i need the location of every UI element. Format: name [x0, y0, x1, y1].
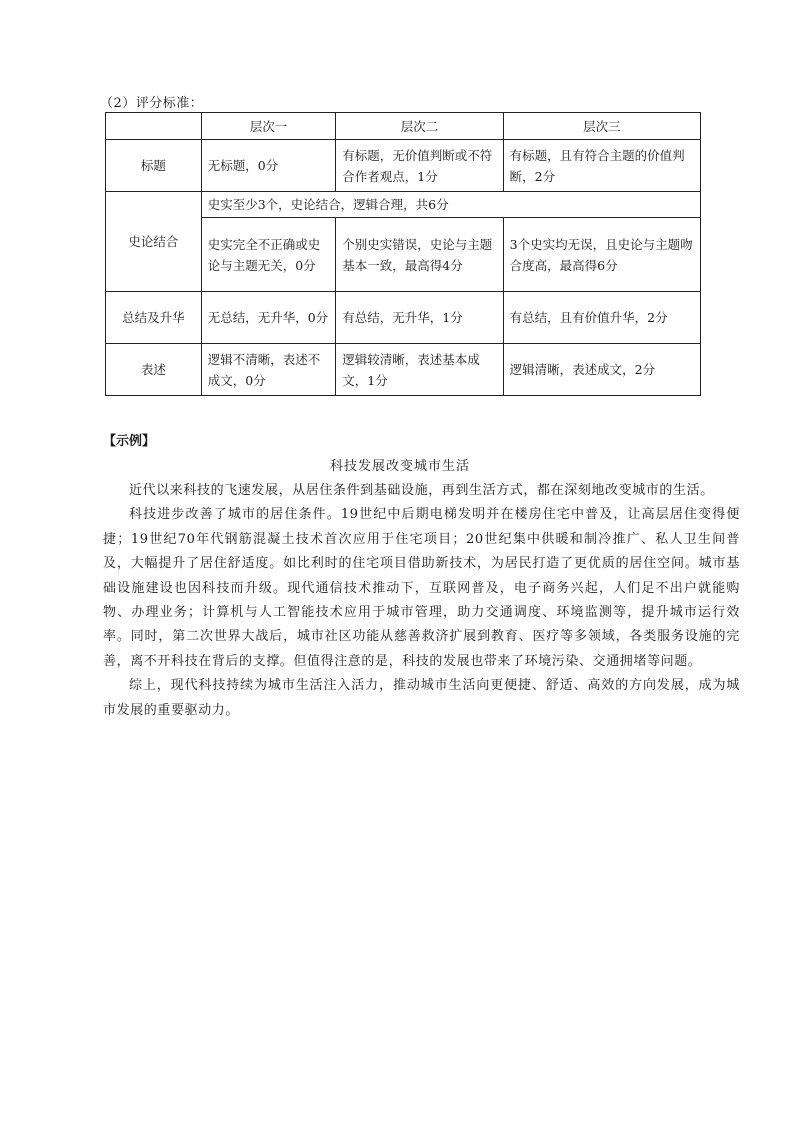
conclusion-level-3: 有总结，且有价值升华，2分 — [503, 292, 700, 344]
table-row-title — [106, 140, 701, 192]
history-level-1: 史实完全不正确或史论与主题无关，0分 — [201, 218, 336, 292]
example-label: 【示例】 — [103, 434, 156, 449]
table-row-conclusion — [106, 292, 701, 344]
conclusion-level-2: 有总结，无升华，1分 — [336, 292, 503, 344]
header-level-2: 层次二 — [336, 113, 503, 140]
essay-title: 科技发展改变城市生活 — [329, 459, 470, 474]
row-label-conclusion: 总结及升华 — [106, 292, 202, 344]
row-label-expression: 表述 — [106, 344, 202, 396]
row-label-history: 史论结合 — [106, 192, 202, 292]
title-level-2: 有标题，无价值判断或不符合作者观点，1分 — [336, 140, 503, 192]
conclusion-level-1: 无总结，无升华，0分 — [201, 292, 336, 344]
expression-level-3: 逻辑清晰，表述成文，2分 — [503, 344, 700, 396]
history-summary: 史实至少3个，史论结合，逻辑合理，共6分 — [201, 192, 700, 218]
scoring-rubric-table — [105, 112, 701, 396]
title-level-3: 有标题，且有符合主题的价值判断，2分 — [503, 140, 700, 192]
history-level-2: 个别史实错误，史论与主题基本一致，最高得4分 — [336, 218, 503, 292]
table-header-row — [106, 113, 701, 140]
history-level-3: 3个史实均无误，且史论与主题吻合度高，最高得6分 — [503, 218, 700, 292]
row-label-title: 标题 — [106, 140, 202, 192]
header-cell-empty — [106, 113, 202, 140]
title-level-1: 无标题，0分 — [201, 140, 336, 192]
table-row-expression — [106, 344, 701, 396]
header-level-3: 层次三 — [503, 113, 700, 140]
essay-paragraph-conclusion: 综上，现代科技持续为城市生活注入活力，推动城市生活向更便捷、舒适、高效的方向发展，成为城市发展的重要驱动力。 — [103, 678, 740, 718]
expression-level-2: 逻辑较清晰，表述基本成文，1分 — [336, 344, 503, 396]
section-label: （2）评分标准： — [100, 96, 204, 111]
essay-body — [103, 479, 740, 723]
table-row-history-summary — [106, 192, 701, 218]
essay-paragraph-intro: 近代以来科技的飞速发展，从居住条件到基础设施，再到生活方式，都在深刻地改变城市的生活。 — [129, 483, 714, 498]
header-level-1: 层次一 — [201, 113, 336, 140]
essay-paragraph-body: 科技进步改善了城市的居住条件。19世纪中后期电梯发明并在楼房住宅中普及，让高层居住变得便捷；19世纪70年代钢筋混凝土技术首次应用于住宅项目；20世纪集中供暖和制冷推广、私人卫生间普及，大幅提升了居住舒适度。如比利时的住宅项目借助新技术，为居民打造了更优质的居住空间。城市基础设施建设也因科技而升级。现代通信技术推动下，互联网普及，电子商务兴起，人们足不出户就能购物、办理业务；计算机与人工智能技术应用于城市管理，助力交通调度、环境监测等，提升城市运行效率。同时，第二次世界大战后，城市社区功能从慈善救济扩展到教育、医疗等多领域，各类服务设施的完善，离不开科技在背后的支撑。但值得注意的是，科技的发展也带来了环境污染、交通拥堵等问题。 — [103, 507, 740, 669]
expression-level-1: 逻辑不清晰，表述不成文，0分 — [201, 344, 336, 396]
